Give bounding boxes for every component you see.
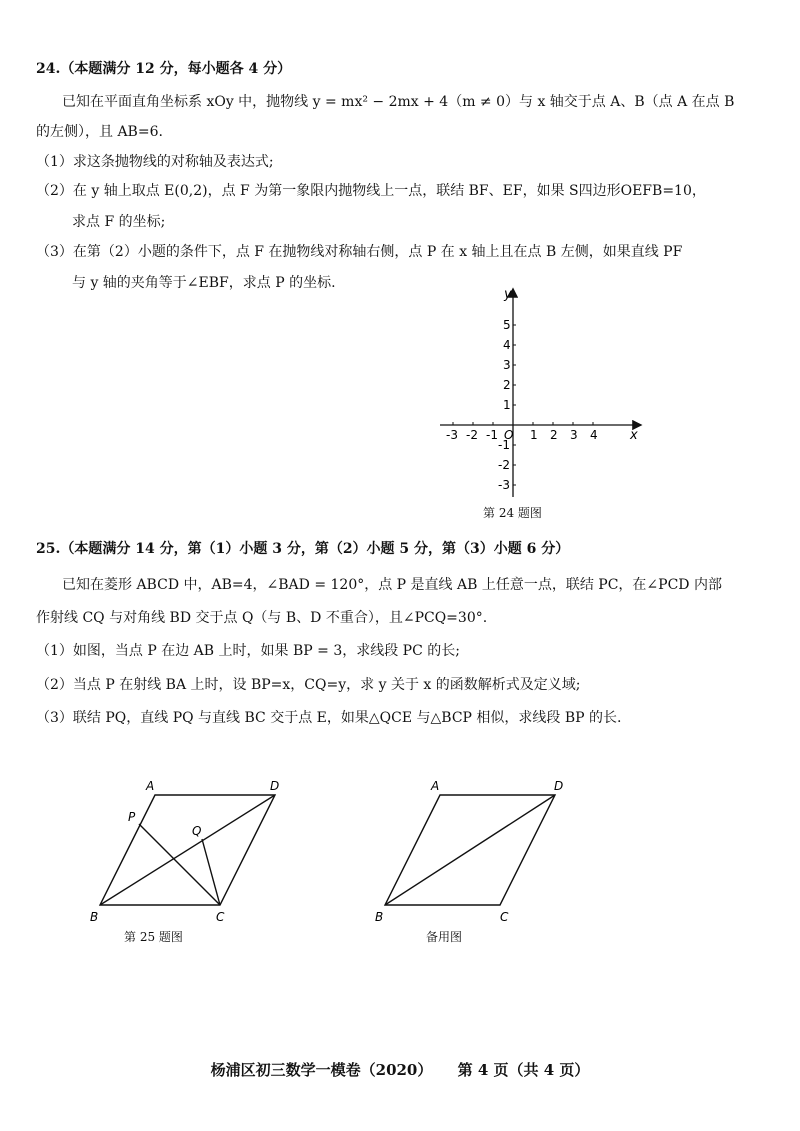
q25-stem-line1: 已知在菱形 ABCD 中，AB=4，∠BAD = 120°，点 P 是直线 AB 上任意一点，联结 PC，在∠PCD 内部 bbox=[62, 577, 722, 593]
spare-label-b: B bbox=[375, 910, 384, 924]
label-b: B bbox=[90, 910, 99, 924]
y-tick-label: 3 bbox=[503, 358, 511, 372]
x-tick-label: -2 bbox=[466, 428, 478, 442]
page-footer bbox=[0, 1059, 800, 1080]
q24-part2-line2: 求点 F 的坐标; bbox=[72, 214, 166, 230]
footer-exam-title: 杨浦区初三数学一模卷（2020） bbox=[210, 1061, 433, 1079]
label-d: D bbox=[270, 779, 280, 793]
x-axis-label: x bbox=[630, 428, 638, 443]
label-a: A bbox=[146, 779, 155, 793]
q25-part3: （3）联结 PQ，直线 PQ 与直线 BC 交于点 E，如果△QCE 与△BCP 相似，求线段 BP 的长. bbox=[36, 710, 622, 726]
q24-coordinate-figure bbox=[430, 282, 650, 502]
x-tick-label: 4 bbox=[590, 428, 598, 442]
q25-spare-figure bbox=[365, 775, 585, 925]
y-tick-label: -3 bbox=[498, 478, 510, 492]
spare-diagonal-bd bbox=[385, 795, 555, 905]
x-tick-label: -1 bbox=[486, 428, 498, 442]
y-tick-label: 5 bbox=[503, 318, 511, 332]
q25-part1: （1）如图，当点 P 在边 AB 上时，如果 BP = 3，求线段 PC 的长; bbox=[36, 643, 460, 659]
y-tick-label: 4 bbox=[503, 338, 511, 352]
spare-label-a: A bbox=[431, 779, 440, 793]
q25-figure-caption: 第 25 题图 bbox=[124, 930, 183, 944]
x-tick-label: 2 bbox=[550, 428, 558, 442]
label-q: Q bbox=[192, 824, 202, 838]
q24-stem-line2: 的左侧），且 AB=6. bbox=[36, 124, 163, 140]
footer-page-number: 第 4 页（共 4 页） bbox=[457, 1061, 590, 1079]
q24-figure-caption: 第 24 题图 bbox=[483, 506, 542, 520]
y-tick-label: -2 bbox=[498, 458, 510, 472]
x-tick-label: -3 bbox=[446, 428, 458, 442]
q24-stem-line1: 已知在平面直角坐标系 xOy 中，抛物线 y = mx² − 2mx + 4（m ≠ 0）与 x 轴交于点 A、B（点 A 在点 B bbox=[62, 94, 735, 110]
y-tick-label: 1 bbox=[503, 398, 511, 412]
q25-part2: （2）当点 P 在射线 BA 上时，设 BP=x，CQ=y，求 y 关于 x 的函数解析式及定义域; bbox=[36, 677, 581, 693]
label-p: P bbox=[128, 810, 136, 824]
x-tick-label: 1 bbox=[530, 428, 538, 442]
y-tick-label: 2 bbox=[503, 378, 511, 392]
label-c: C bbox=[216, 910, 225, 924]
q25-spare-caption: 备用图 bbox=[426, 930, 463, 944]
diagonal-bd bbox=[100, 795, 275, 905]
q25-stem-line2: 作射线 CQ 与对角线 BD 交于点 Q（与 B、D 不重合），且∠PCQ=30°. bbox=[36, 610, 488, 626]
q24-part3-line2: 与 y 轴的夹角等于∠EBF，求点 P 的坐标. bbox=[72, 275, 336, 291]
segment-pc bbox=[139, 824, 220, 905]
q24-header: 24.（本题满分 12 分，每小题各 4 分） bbox=[36, 61, 292, 77]
spare-label-c: C bbox=[500, 910, 509, 924]
q24-part1: （1）求这条抛物线的对称轴及表达式; bbox=[36, 154, 274, 170]
q24-part3-line1: （3）在第（2）小题的条件下，点 F 在抛物线对称轴右侧，点 P 在 x 轴上且在点 B 左侧，如果直线 PF bbox=[36, 244, 683, 260]
q24-part2-line1: （2）在 y 轴上取点 E(0,2)，点 F 为第一象限内抛物线上一点，联结 BF、EF，如果 S四边形OEFB=10， bbox=[36, 183, 706, 199]
origin-label: O bbox=[504, 428, 514, 442]
q25-main-figure bbox=[80, 775, 310, 925]
q25-header: 25.（本题满分 14 分，第（1）小题 3 分，第（2）小题 5 分，第（3）小题 6 分） bbox=[36, 541, 570, 557]
y-tick-label: -1 bbox=[498, 438, 510, 452]
x-tick-label: 3 bbox=[570, 428, 578, 442]
spare-label-d: D bbox=[554, 779, 564, 793]
y-axis-label: y bbox=[504, 287, 512, 302]
